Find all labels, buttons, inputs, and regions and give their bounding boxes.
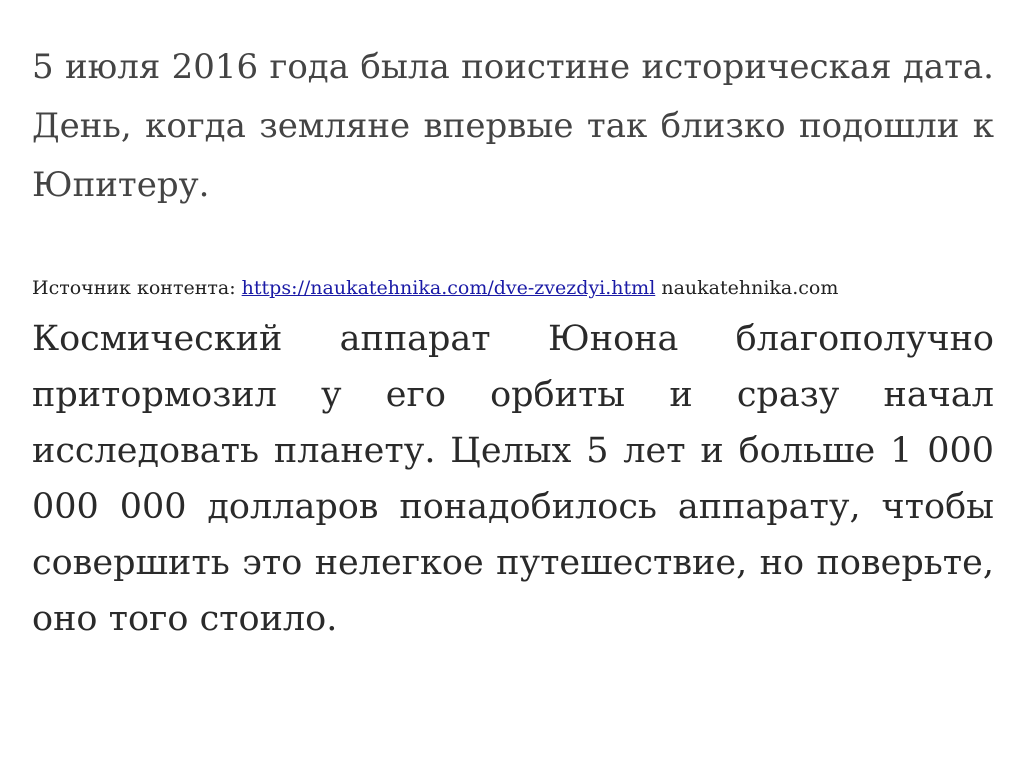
source-link[interactable]: https://naukatehnika.com/dve-zvezdyi.html	[241, 277, 656, 299]
source-label: Источник контента:	[32, 277, 236, 299]
main-paragraph: Космический аппарат Юнона благополучно притормозил у его орбиты и сразу начал исследовать планету. Целых 5 лет и больше 1 000 000 000 долларов понадобилось аппарату, чтобы совершить это нелегкое путешествие, но поверьте, оно того стоило.	[32, 319, 994, 639]
source-site-name: naukatehnika.com	[661, 277, 839, 299]
document-page	[32, 38, 994, 647]
source-line	[32, 275, 994, 301]
intro-paragraph: 5 июля 2016 года была поистине историческая дата. День, когда земляне впервые так близко подошли к Юпитеру.	[32, 47, 994, 205]
